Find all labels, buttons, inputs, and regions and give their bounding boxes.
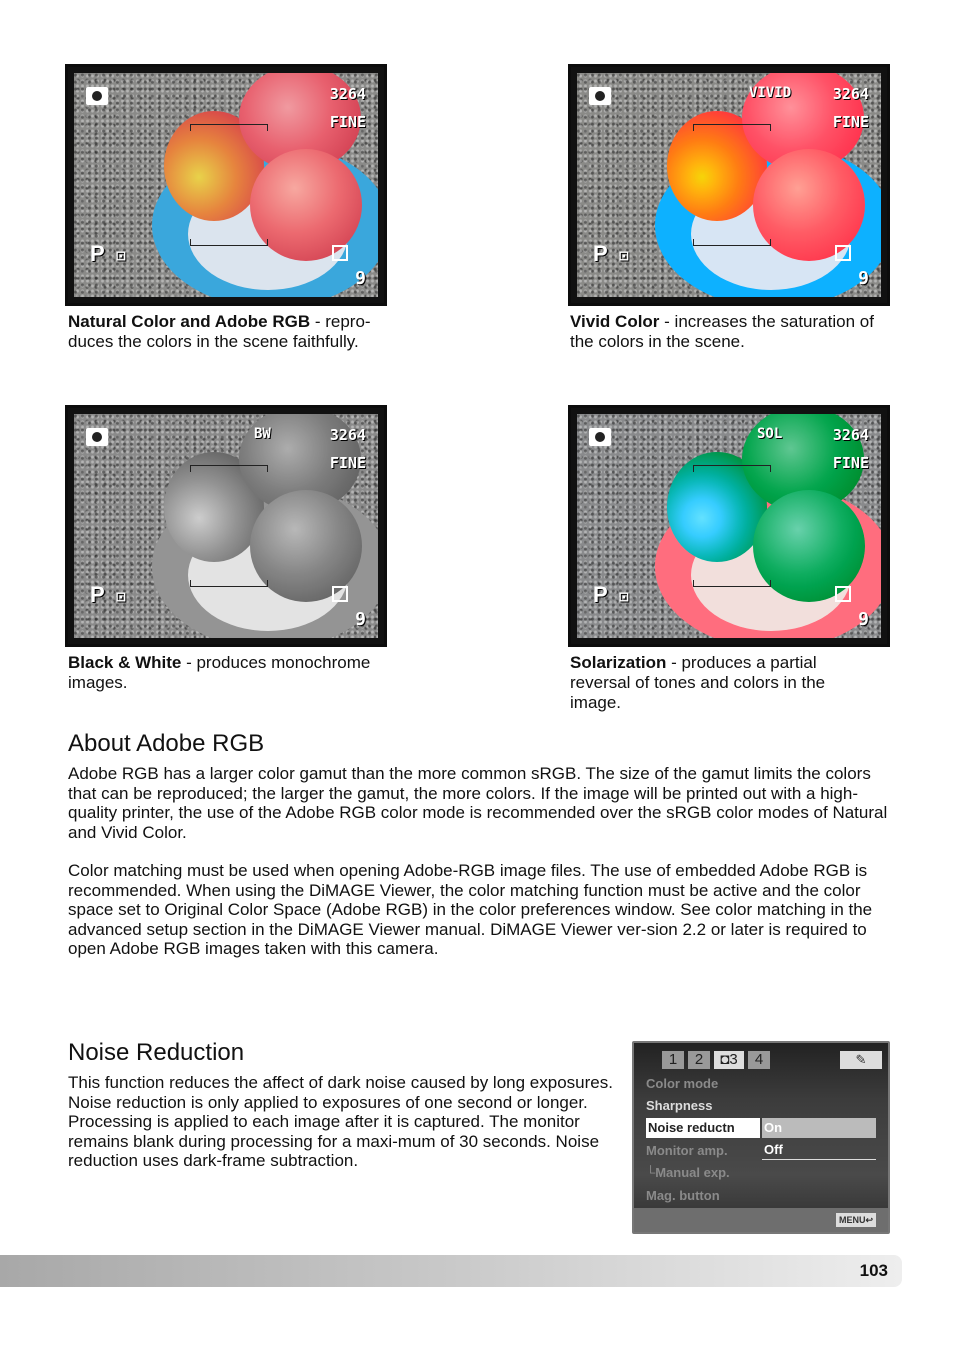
page-number: 103: [859, 1261, 888, 1280]
caption-bw: Black & White - produces monochrome images.: [68, 653, 371, 692]
option-on[interactable]: On: [762, 1118, 876, 1138]
exposure-mode: P: [90, 582, 105, 607]
menu-item-manual-exp[interactable]: └Manual exp.: [646, 1165, 730, 1180]
menu-back-button[interactable]: MENU↩: [836, 1213, 876, 1227]
frames-remaining: 9: [858, 609, 869, 630]
camera-icon: [589, 428, 611, 446]
frames-remaining: 9: [858, 268, 869, 289]
af-bracket: [693, 239, 771, 246]
camera-icon: [589, 87, 611, 105]
exposure-mode: P: [593, 582, 608, 607]
frame-count: 3264: [329, 426, 366, 444]
noise-reduction-paragraph: This function reduces the affect of dark noise caused by long exposures. Noise reduction is only applied to exposures of one second or longer. Processing is applied to each image after it is captured. The monitor remains blank during processing for a maxi-mum of 30 seconds. Noise reduction uses dark-frame subtraction.: [68, 1073, 613, 1170]
focus-area-icon: [332, 245, 348, 261]
menu-item-color-mode[interactable]: Color mode: [646, 1076, 719, 1091]
camera-icon: [86, 428, 108, 446]
af-bracket: [190, 580, 268, 587]
caption-solarization: Solarization - produces a partial reversal of tones and colors in the image.: [570, 653, 826, 712]
vivid-badge: VIVID: [749, 85, 792, 101]
exposure-mode: P: [593, 241, 608, 266]
focus-area-icon: [835, 245, 851, 261]
adobe-rgb-paragraph-2: Color matching must be used when opening Adobe-RGB image files. The use of embedded Adobe RGB is recommended. When using the DiMAGE Viewer, the color matching function must be active and the color space set to Original Color Space (Adobe RGB) in the color preferences window. See color matching in the advanced setup section in the DiMAGE Viewer manual. DiMAGE Viewer ver-sion 2.2 or later is required to open Adobe RGB images taken with this camera.: [68, 861, 873, 958]
quality-label: FINE: [329, 454, 366, 472]
menu-item-mag-button[interactable]: Mag. button: [646, 1188, 720, 1203]
caption-vivid: Vivid Color - increases the saturation of the colors in the scene.: [570, 312, 874, 351]
setup-tab[interactable]: [840, 1051, 882, 1069]
af-bracket: [190, 124, 268, 131]
menu-item-noise-reduction[interactable]: Noise reductn: [646, 1118, 760, 1138]
page-footer-bar: [0, 1255, 902, 1287]
indent-corner-icon: └: [646, 1165, 656, 1180]
exposure-mode: P: [90, 241, 105, 266]
menu-tab-2[interactable]: 2: [688, 1051, 710, 1069]
wrench-icon: ✎: [855, 1052, 867, 1067]
menu-item-sharpness[interactable]: Sharpness: [646, 1098, 713, 1113]
caption-natural: Natural Color and Adobe RGB - repro-duces the colors in the scene faithfully.: [68, 312, 371, 351]
menu-item-monitor-amp[interactable]: Monitor amp.: [646, 1143, 728, 1158]
menu-tabs: [662, 1051, 770, 1071]
af-bracket: [693, 465, 771, 472]
noise-reduction-menu-screen: [632, 1041, 890, 1234]
af-bracket: [693, 580, 771, 587]
menu-tab-1[interactable]: 1: [662, 1051, 684, 1069]
af-bracket: [693, 124, 771, 131]
quality-label: FINE: [832, 113, 869, 131]
camera-icon: [86, 87, 108, 105]
frames-remaining: 9: [355, 609, 366, 630]
adobe-rgb-paragraph-1: Adobe RGB has a larger color gamut than the more common sRGB. The size of the gamut limits the colors that can be reproduced; the larger the gamut, the more colors. If the image will be printed out with a high-quality printer, the use of the Adobe RGB color mode is recommended over the sRGB color modes of Natural and Vivid Color.: [68, 764, 888, 842]
metering-icon: ⊡: [619, 587, 629, 606]
menu-tab-3[interactable]: ◘3: [714, 1051, 744, 1069]
bw-badge: BW: [254, 426, 271, 442]
focus-area-icon: [332, 586, 348, 602]
option-off[interactable]: Off: [762, 1140, 876, 1160]
quality-label: FINE: [832, 454, 869, 472]
camera-icon: ◘: [720, 1051, 730, 1068]
menu-tab-4[interactable]: 4: [748, 1051, 770, 1069]
vivid-color-screen: [568, 64, 890, 306]
af-bracket: [190, 239, 268, 246]
sol-badge: SOL: [757, 426, 783, 442]
frames-remaining: 9: [355, 268, 366, 289]
frame-count: 3264: [832, 426, 869, 444]
noise-reduction-heading: Noise Reduction: [68, 1039, 245, 1066]
solarization-screen: [568, 405, 890, 647]
frame-count: 3264: [832, 85, 869, 103]
metering-icon: ⊡: [116, 587, 126, 606]
af-bracket: [190, 465, 268, 472]
adobe-rgb-heading: About Adobe RGB: [68, 730, 265, 757]
frame-count: 3264: [329, 85, 366, 103]
quality-label: FINE: [329, 113, 366, 131]
focus-area-icon: [835, 586, 851, 602]
black-white-screen: [65, 405, 387, 647]
natural-color-screen: [65, 64, 387, 306]
metering-icon: ⊡: [619, 246, 629, 265]
metering-icon: ⊡: [116, 246, 126, 265]
